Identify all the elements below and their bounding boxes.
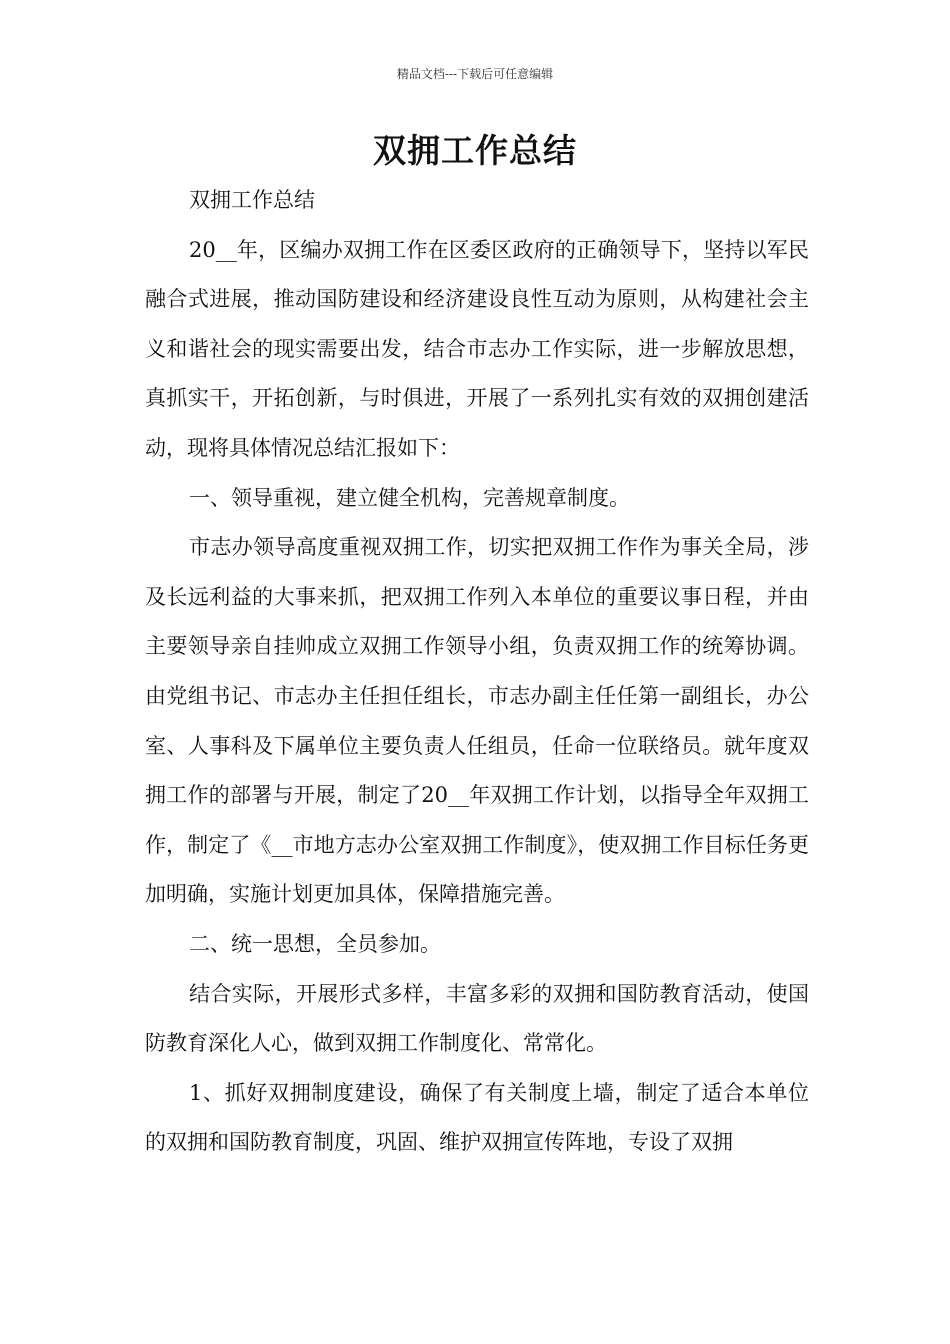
intro-paragraph: 20__年，区编办双拥工作在区委区政府的正确领导下，坚持以军民融合式进展，推动国防建设和经济建设良性互动为原则，从构建社会主义和谐社会的现实需要出发，结合市志办工作实际，进一步解放思想，真抓实干，开拓创新，与时俱进，开展了一系列扎实有效的双拥创建活动，现将具体情况总结汇报如下： [145,237,809,460]
section-2-paragraph: 结合实际，开展形式多样，丰富多彩的双拥和国防教育活动，使国防教育深化人心，做到双拥工作制度化、常常化。 [145,981,809,1056]
subtitle-paragraph: 双拥工作总结 [189,188,315,212]
item-1-paragraph: 1、抓好双拥制度建设，确保了有关制度上墙，制定了适合本单位的双拥和国防教育制度，巩固、维护双拥宣传阵地，专设了双拥 [145,1080,809,1155]
section-heading-1: 一、领导重视，建立健全机构，完善规章制度。 [189,485,630,510]
section-heading-2: 二、统一思想，全员参加。 [189,931,441,956]
document-title: 双拥工作总结 [373,131,577,170]
page-header: 精品文档---下载后可任意编辑 [396,67,554,81]
document-body [145,176,809,1168]
section-1-paragraph: 市志办领导高度重视双拥工作，切实把双拥工作作为事关全局，涉及长远利益的大事来抓，把双拥工作列入本单位的重要议事日程，并由主要领导亲自挂帅成立双拥工作领导小组，负责双拥工作的统筹协调。由党组书记、市志办主任担任组长，市志办副主任任第一副组长，办公室、人事科及下属单位主要负责人任组员，任命一位联络员。就年度双拥工作的部署与开展，制定了20__年双拥工作计划，以指导全年双拥工作，制定了《__市地方志办公室双拥工作制度》，使双拥工作目标任务更加明确，实施计划更加具体，保障措施完善。 [145,535,809,907]
